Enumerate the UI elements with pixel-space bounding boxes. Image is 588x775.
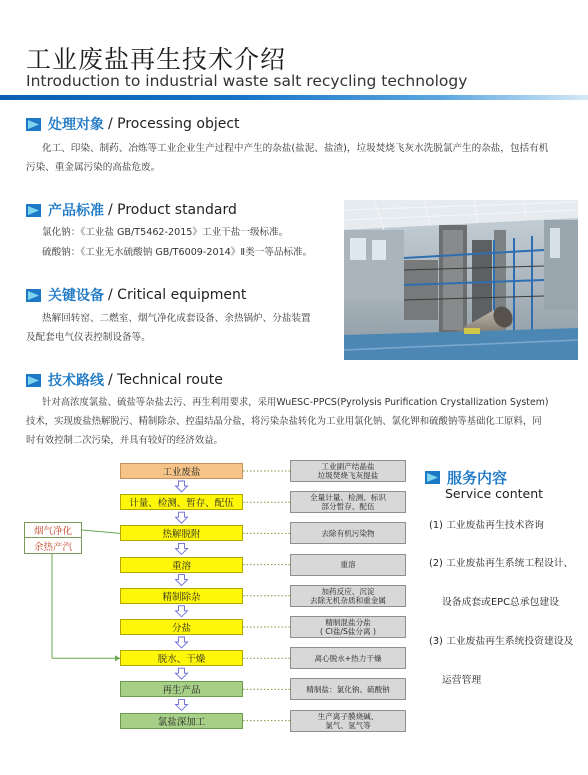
flow-step: 工业废盐 [120, 463, 243, 479]
flow-note [290, 616, 406, 638]
section-flag-icon [26, 204, 41, 217]
page-subtitle: Introduction to industrial waste salt recycling technology [26, 72, 468, 90]
flow-note [290, 491, 406, 513]
side-box-waste-heat: 余热产汽 [24, 538, 82, 554]
down-arrow-icon [176, 699, 188, 710]
flow-note-text: 精制盐：氯化钠、硫酸钠 [306, 684, 390, 694]
flow-step: 氯盐深加工 [120, 713, 243, 729]
page-title: 工业废盐再生技术介绍 [26, 45, 287, 74]
flow-step: 重溶 [120, 557, 243, 573]
service-item: (1) 工业废盐再生技术咨询 [429, 520, 544, 531]
standard-line1: 氯化钠：《工业盐 GB/T5462-2015》工业干盐一级标准。 [42, 227, 289, 238]
section-title-en: / Technical route [108, 372, 223, 388]
section-title-en: / Critical equipment [108, 287, 247, 303]
equipment-line1: 热解回转窑、二燃室、烟气净化成套设备、余热锅炉、分盐装置 [42, 313, 311, 324]
section-title-cn: 技术路线 [48, 373, 104, 389]
section-heading-processing [26, 114, 240, 134]
service-title-en: Service content [445, 486, 544, 501]
down-arrow-icon [176, 575, 188, 586]
section-flag-icon [26, 374, 41, 387]
flow-note-text: 工业副产结晶盐 [321, 462, 375, 471]
section-title-cn: 处理对象 [48, 117, 104, 133]
down-arrow-icon [176, 543, 188, 554]
section-title-en: / Product standard [108, 202, 237, 218]
flow-step: 精制除杂 [120, 588, 243, 604]
section-heading-standard [26, 200, 237, 220]
flow-note-text: ( Cl盐/S盐分离 ) [320, 627, 376, 636]
flow-note-text: 氯气、氢气等 [325, 720, 371, 730]
service-title: 服务内容 [447, 469, 508, 487]
flow-note [290, 554, 406, 576]
down-arrow-icon [176, 637, 188, 648]
service-item: 设备成套或EPC总承包建设 [442, 597, 559, 608]
flow-note-text: 加药反应、沉淀 [321, 586, 375, 596]
flow-step: 计量、检测、暂存、配伍 [120, 494, 243, 510]
down-arrow-icon [176, 512, 188, 523]
factory-photo [344, 200, 578, 360]
header-divider [0, 95, 588, 100]
down-arrow-icon [176, 668, 188, 679]
section-flag-icon [425, 471, 440, 484]
process-flow-diagram [0, 455, 420, 755]
flow-note-text: 重溶 [340, 560, 356, 570]
service-item: (3) 工业废盐再生系统投资建设及 [429, 636, 574, 647]
processing-text-line2: 污染、重金属污染的高盐危废。 [26, 162, 161, 173]
down-arrow-icon [176, 481, 188, 492]
flow-note-text: 部分暂存、配伍 [321, 502, 375, 512]
flow-note [290, 678, 406, 700]
service-item: 运营管理 [442, 675, 482, 686]
down-arrow-icon [176, 606, 188, 617]
section-title-en: / Processing object [108, 116, 240, 132]
route-line2: 技术，实现废盐热解脱污、精制除杂、控温结晶分盐，将污染杂盐转化为工业用氯化钠、氯化钾和硫酸钠等基础化工原料，同 [26, 416, 542, 427]
flow-note [290, 647, 406, 669]
standard-line2: 硫酸钠：《工业无水硫酸钠 GB/T6009-2014》Ⅱ类一等品标准。 [42, 247, 313, 258]
route-line3: 时有效控制二次污染，并具有较好的经济效益。 [26, 435, 223, 446]
flow-note-text: 去除有机污染物 [321, 528, 375, 538]
flow-note-text: 离心脱水+热力干燥 [314, 653, 382, 663]
flow-note-text: 精制混盐分盐 [325, 618, 371, 627]
section-flag-icon [26, 118, 41, 131]
flow-note-text: 去除无机杂质和重金属 [310, 595, 386, 605]
processing-text-line1: 化工、印染、制药、冶炼等工业企业生产过程中产生的杂盐(盐泥、盐渣)，垃圾焚烧飞灰水洗脱氯产生的杂盐，包括有机 [42, 143, 549, 154]
flow-note [290, 460, 406, 482]
flow-step: 脱水、干燥 [120, 650, 243, 666]
flow-note-text: 生产离子膜烧碱、 [317, 711, 379, 721]
service-item: (2) 工业废盐再生系统工程设计、 [429, 558, 574, 569]
flow-step: 分盐 [120, 619, 243, 635]
flow-note [290, 585, 406, 607]
section-title-cn: 关键设备 [48, 288, 104, 304]
flow-note [290, 710, 406, 732]
section-heading-route [26, 370, 223, 390]
flow-note-text: 垃圾焚烧飞灰提盐 [317, 471, 379, 480]
route-line1: 针对高浓度氯盐、硫盐等杂盐去污、再生利用要求，采用WuESC-PPCS(Pyrolysis Purification Crystallization System) [42, 397, 549, 408]
section-heading-equipment [26, 285, 246, 305]
section-title-cn: 产品标准 [48, 203, 104, 219]
connector-line [82, 530, 120, 533]
equipment-line2: 及配套电气仪表控制设备等。 [26, 332, 151, 343]
flow-step: 热解脱附 [120, 525, 243, 541]
flow-step: 再生产品 [120, 681, 243, 697]
flow-note-text: 全量计量、检测、标识 [310, 493, 386, 503]
flow-note [290, 522, 406, 544]
side-box-flue-gas: 烟气净化 [24, 522, 82, 538]
section-flag-icon [26, 289, 41, 302]
service-heading [425, 467, 507, 488]
